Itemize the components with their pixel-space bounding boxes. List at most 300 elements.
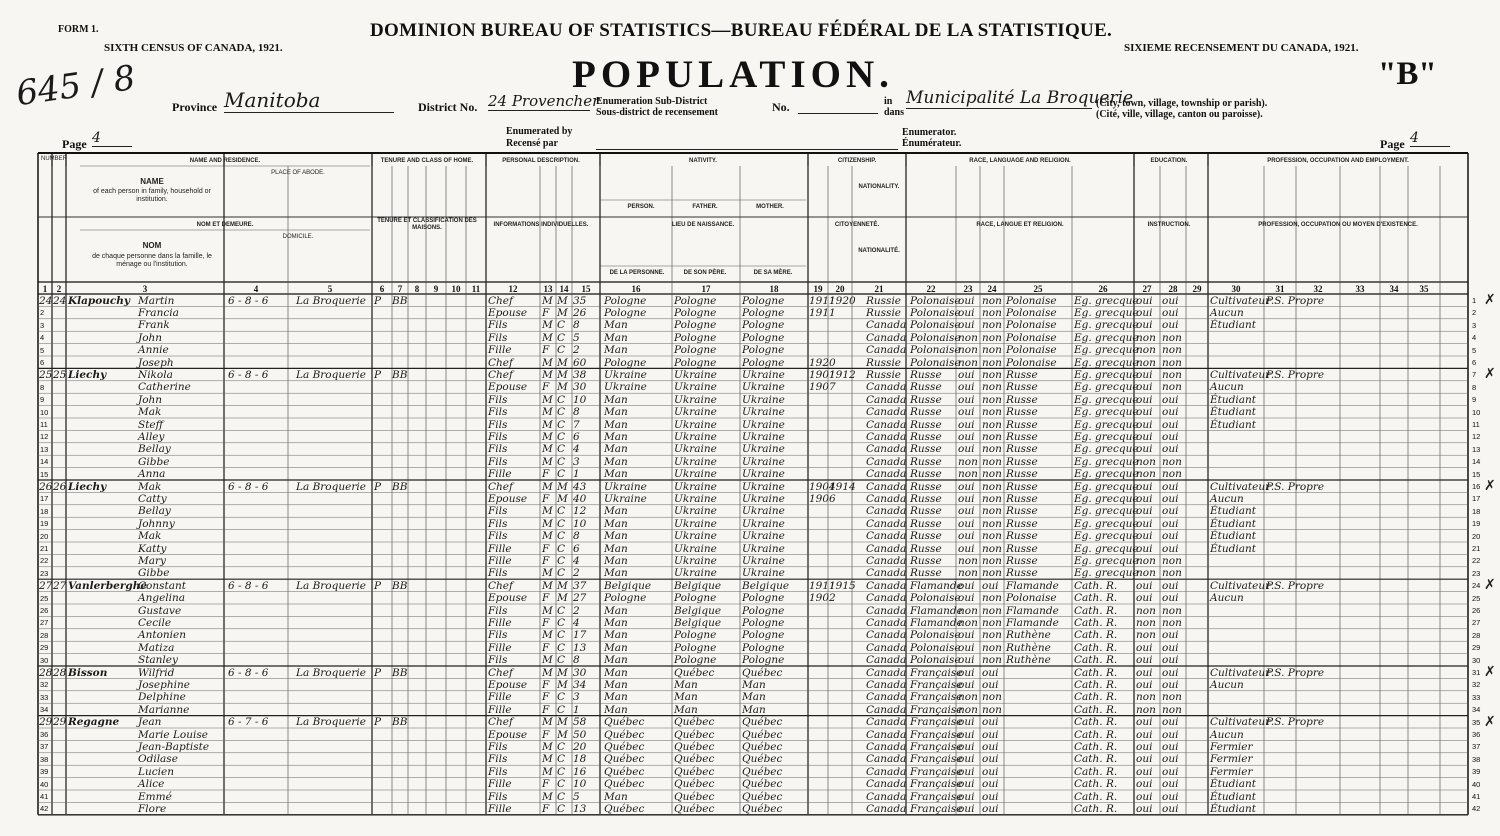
cell-rel: Fils xyxy=(488,604,508,617)
cell-eng: oui xyxy=(958,294,975,307)
line-number: 4 xyxy=(40,333,45,343)
province-label: Province xyxy=(172,100,218,114)
column-number: 27 xyxy=(1142,284,1152,294)
cell-rel: Fils xyxy=(488,418,508,431)
cell-natl: Canada xyxy=(866,554,907,567)
column-number: 13 xyxy=(543,284,553,294)
cell-nat: 1915 xyxy=(829,579,856,592)
cell-rel: Chef xyxy=(488,356,513,369)
cell-natl: Canada xyxy=(866,765,907,778)
cell-rel: Fils xyxy=(488,319,508,332)
cell-read: non xyxy=(1162,554,1182,567)
cell-sex: F xyxy=(542,802,550,815)
line-number-right: 36 xyxy=(1472,730,1481,739)
cell-cond: C xyxy=(557,319,566,332)
cell-fr: non xyxy=(982,294,1002,307)
cell-lang: Russe xyxy=(1006,530,1038,543)
cell-bpm: Québec xyxy=(742,790,783,803)
cell-read: oui xyxy=(1162,802,1179,815)
district-value: 24 Provencher xyxy=(488,92,600,110)
cell-name: Martin xyxy=(138,294,175,307)
cell-cond: M xyxy=(557,716,568,729)
cell-school: oui xyxy=(1136,765,1153,778)
cell-bp: Man xyxy=(604,331,628,344)
cell-name: Wilfrid xyxy=(138,666,175,679)
cell-bp: Man xyxy=(604,616,628,629)
cell-fr: non xyxy=(982,393,1002,406)
cell-rel: Fils xyxy=(488,530,508,543)
cell-rel: Fils xyxy=(488,517,508,530)
cell-t: P xyxy=(374,480,382,493)
hdr-nom-demeure: NOM ET DEMEURE. xyxy=(196,222,254,228)
cell-name: Alley xyxy=(138,430,165,443)
column-number: 14 xyxy=(559,284,569,294)
cell-lang: Polonaise xyxy=(1006,306,1057,319)
cell-age: 37 xyxy=(573,579,587,592)
line-number-right: 10 xyxy=(1472,407,1481,417)
line-number: 19 xyxy=(40,519,49,529)
cell-lang: Ruthène xyxy=(1006,641,1051,654)
column-number: 6 xyxy=(379,284,385,294)
cell-cond: C xyxy=(557,604,566,617)
cell-eng: oui xyxy=(958,381,975,394)
cell-fr: non xyxy=(982,654,1002,667)
subdistrict-label-en: Enumeration Sub-District xyxy=(596,96,708,107)
cell-race: Française xyxy=(910,790,963,803)
cell-rel: Fils xyxy=(488,406,508,419)
cell-bpf: Ukraine xyxy=(674,542,717,555)
cell-bp: Man xyxy=(604,654,628,667)
cell-fr: non xyxy=(982,629,1002,642)
cell-relig: Eg. grecque xyxy=(1074,492,1139,505)
hdr-nativity: NATIVITY. xyxy=(689,158,717,164)
cell-sex: M xyxy=(542,455,553,468)
cell-cond: C xyxy=(557,567,566,580)
cell-age: 16 xyxy=(573,765,587,778)
cell-race: Française xyxy=(910,753,963,766)
cell-natl: Canada xyxy=(866,790,907,803)
line-number-right: 8 xyxy=(1472,382,1477,392)
cell-school: oui xyxy=(1136,654,1153,667)
cell-race: Française xyxy=(910,728,963,741)
cell-sex: F xyxy=(542,592,550,605)
line-number: 18 xyxy=(40,506,49,516)
cell-read: non xyxy=(1162,703,1182,716)
column-number: 24 xyxy=(987,284,997,294)
cell-t: P xyxy=(374,294,382,307)
cell-rel: Fils xyxy=(488,505,508,518)
cell-relig: Eg. grecque xyxy=(1074,530,1139,543)
cell-bpf: Québec xyxy=(674,716,715,729)
cell-relig: Eg. grecque xyxy=(1074,542,1139,555)
cell-lot: 6 - 7 - 6 xyxy=(228,716,269,729)
cell-natl: Russie xyxy=(866,306,902,319)
cell-sex: F xyxy=(542,703,550,716)
hdr-instruction: INSTRUCTION. xyxy=(1147,222,1191,228)
cell-surname: Liechy xyxy=(68,480,107,493)
line-number-right: 6 xyxy=(1472,358,1477,367)
line-number: 3 xyxy=(40,320,45,330)
cell-fr: non xyxy=(982,406,1002,419)
line-number-right: 13 xyxy=(1472,444,1481,454)
cell-natl: Canada xyxy=(866,443,907,456)
cell-race: Française xyxy=(910,666,963,679)
cell-bpf: Pologne xyxy=(674,319,717,332)
cell-bpm: Québec xyxy=(742,802,783,815)
column-number: 8 xyxy=(414,284,420,294)
cell-fr: non xyxy=(982,691,1002,704)
cell-school: oui xyxy=(1136,542,1153,555)
column-number: 11 xyxy=(471,284,481,294)
cell-age: 35 xyxy=(573,294,587,307)
cell-natl: Canada xyxy=(866,542,907,555)
cell-age: 1 xyxy=(573,703,580,716)
cell-eng: oui xyxy=(958,517,975,530)
cell-school: oui xyxy=(1136,716,1153,729)
cell-bpf: Man xyxy=(674,678,698,691)
cell-bp: Man xyxy=(604,567,628,580)
cell-school: oui xyxy=(1136,381,1153,394)
cell-cond: M xyxy=(557,728,568,741)
cell-dw: 26 xyxy=(39,480,53,493)
cell-sex: F xyxy=(542,616,550,629)
cell-bpf: Pologne xyxy=(674,344,717,357)
hdr-lieu: LIEU DE NAISSANCE. xyxy=(671,222,735,228)
cell-sex: M xyxy=(542,294,553,307)
cell-fr: non xyxy=(982,567,1002,580)
cell-relig: Eg. grecque xyxy=(1074,455,1139,468)
cell-occ: Étudiant xyxy=(1210,542,1256,555)
cell-read: oui xyxy=(1162,319,1179,332)
line-number-right: 26 xyxy=(1472,606,1481,615)
cell-name: Josephine xyxy=(138,678,190,691)
cell-school: oui xyxy=(1136,740,1153,753)
cell-lang: Polonaise xyxy=(1006,294,1057,307)
cell-occ: Étudiant xyxy=(1210,505,1256,518)
line-number: 11 xyxy=(40,420,48,429)
cell-occ: Cultivateur xyxy=(1210,666,1271,679)
hdr-name-residence: NAME AND RESIDENCE. xyxy=(189,158,261,164)
cell-eng: oui xyxy=(958,406,975,419)
cell-rel: Fille xyxy=(488,468,512,481)
cell-natl: Canada xyxy=(866,344,907,357)
cell-bp: Man xyxy=(604,505,628,518)
line-number: 29 xyxy=(40,643,49,653)
column-number: 3 xyxy=(142,284,148,294)
cell-bp: Man xyxy=(604,790,628,803)
cell-school: oui xyxy=(1136,728,1153,741)
cell-cond: C xyxy=(557,629,566,642)
cell-emp: P.S. Propre xyxy=(1266,579,1325,592)
line-number: 25 xyxy=(40,593,49,603)
cell-bp: Man xyxy=(604,678,628,691)
cell-bp: Man xyxy=(604,443,628,456)
cell-occ: Aucun xyxy=(1210,728,1244,741)
cell-natl: Canada xyxy=(866,319,907,332)
cell-race: Russe xyxy=(910,505,942,518)
cell-race: Française xyxy=(910,716,963,729)
cell-bp: Man xyxy=(604,344,628,357)
cell-name: Marianne xyxy=(138,703,190,716)
cell-emp: P.S. Propre xyxy=(1266,480,1325,493)
cell-age: 5 xyxy=(573,790,580,803)
cell-age: 3 xyxy=(573,455,580,468)
cell-emp: P.S. Propre xyxy=(1266,716,1325,729)
cell-race: Française xyxy=(910,691,963,704)
cell-cond: M xyxy=(557,306,568,319)
cell-bpm: Pologne xyxy=(742,294,785,307)
cell-fr: oui xyxy=(982,740,999,753)
cell-fam: 24 xyxy=(53,294,67,307)
cell-fr: non xyxy=(982,443,1002,456)
column-number: 16 xyxy=(631,284,641,294)
cell-muni: La Broquerie xyxy=(296,579,366,592)
cell-age: 1 xyxy=(573,468,580,481)
cell-natl: Canada xyxy=(866,517,907,530)
cell-natl: Russie xyxy=(866,294,902,307)
cell-nat: 1912 xyxy=(829,368,856,381)
cell-natl: Canada xyxy=(866,331,907,344)
cell-relig: Eg. grecque xyxy=(1074,517,1139,530)
line-number: 40 xyxy=(40,779,49,789)
column-number: 12 xyxy=(508,284,518,294)
check-mark-icon: ✗ xyxy=(1484,478,1496,494)
hdr-number: NUMBER xyxy=(40,156,67,162)
line-number: 30 xyxy=(40,655,49,665)
cell-cond: C xyxy=(557,802,566,815)
cell-race: Russe xyxy=(910,381,942,394)
cell-lang: Polonaise xyxy=(1006,331,1057,344)
hdr-mother: MOTHER. xyxy=(756,204,784,210)
page-label: Page xyxy=(62,137,87,151)
cell-rel: Fille xyxy=(488,691,512,704)
line-number-right: 30 xyxy=(1472,655,1481,665)
cell-race: Flamande xyxy=(910,579,963,592)
cell-bpf: Ukraine xyxy=(674,418,717,431)
cell-eng: oui xyxy=(958,542,975,555)
cell-rel: Chef xyxy=(488,716,513,729)
cell-fr: non xyxy=(982,381,1002,394)
cell-bpf: Ukraine xyxy=(674,492,717,505)
cell-bpm: Pologne xyxy=(742,331,785,344)
cell-sex: M xyxy=(542,666,553,679)
cell-race: Russe xyxy=(910,368,942,381)
cell-cond: C xyxy=(557,641,566,654)
cell-bpf: Ukraine xyxy=(674,530,717,543)
form-number: FORM 1. xyxy=(58,24,99,35)
cell-lang: Russe xyxy=(1006,554,1038,567)
hdr-personal-fr: INFORMATIONS INDIVIDUELLES. xyxy=(493,222,589,228)
cell-sex: M xyxy=(542,579,553,592)
cell-lang: Ruthène xyxy=(1006,629,1051,642)
cell-bpm: Ukraine xyxy=(742,567,785,580)
cell-muni: La Broquerie xyxy=(296,480,366,493)
cell-school: oui xyxy=(1136,505,1153,518)
column-number: 5 xyxy=(327,284,333,294)
cell-lang: Polonaise xyxy=(1006,356,1057,369)
cell-cond: C xyxy=(557,753,566,766)
cell-school: oui xyxy=(1136,430,1153,443)
dans-label: dans xyxy=(884,107,905,118)
in-label: in xyxy=(884,96,893,107)
cell-age: 4 xyxy=(573,554,580,567)
cell-bp: Man xyxy=(604,641,628,654)
cell-name: Catherine xyxy=(138,381,191,394)
cell-bpf: Pologne xyxy=(674,641,717,654)
cell-bpm: Ukraine xyxy=(742,381,785,394)
cell-cond: C xyxy=(557,530,566,543)
cell-bpf: Ukraine xyxy=(674,368,717,381)
cell-cond: M xyxy=(557,356,568,369)
cell-emp: P.S. Propre xyxy=(1266,666,1325,679)
line-number: 17 xyxy=(40,494,49,504)
cell-natl: Canada xyxy=(866,753,907,766)
cell-rel: Epouse xyxy=(488,728,528,741)
cell-bpf: Québec xyxy=(674,753,715,766)
cell-fr: non xyxy=(982,480,1002,493)
cell-age: 38 xyxy=(573,368,587,381)
cell-read: oui xyxy=(1162,393,1179,406)
cell-school: oui xyxy=(1136,319,1153,332)
line-number-right: 29 xyxy=(1472,643,1481,653)
cell-bpf: Québec xyxy=(674,765,715,778)
cell-age: 10 xyxy=(573,393,587,406)
cell-age: 6 xyxy=(573,542,580,555)
cell-sex: F xyxy=(542,691,550,704)
cell-bp: Man xyxy=(604,406,628,419)
page-right-label: Page xyxy=(1380,137,1405,151)
cell-sex: M xyxy=(542,753,553,766)
cell-eng: oui xyxy=(958,505,975,518)
cell-relig: Cath. R. xyxy=(1074,666,1118,679)
cell-race: Russe xyxy=(910,468,942,481)
cell-race: Polonaise xyxy=(910,356,961,369)
cell-relig: Eg. grecque xyxy=(1074,406,1139,419)
cell-bp: Man xyxy=(604,629,628,642)
cell-sex: F xyxy=(542,381,550,394)
cell-school: oui xyxy=(1136,753,1153,766)
cell-age: 10 xyxy=(573,517,587,530)
column-number: 10 xyxy=(451,284,461,294)
cell-bpf: Belgique xyxy=(674,616,722,629)
cell-name: Bellay xyxy=(138,505,171,518)
cell-bp: Man xyxy=(604,604,628,617)
cell-relig: Cath. R. xyxy=(1074,592,1118,605)
cell-rel: Epouse xyxy=(488,678,528,691)
cell-relig: Eg. grecque xyxy=(1074,443,1139,456)
cell-relig: Cath. R. xyxy=(1074,790,1118,803)
cell-dw: 24 xyxy=(39,294,53,307)
cell-name: Antonien xyxy=(138,629,186,642)
hdr-father: FATHER. xyxy=(692,204,718,210)
cell-natl: Canada xyxy=(866,468,907,481)
cell-fam: 26 xyxy=(53,480,67,493)
cell-eng: oui xyxy=(958,492,975,505)
cell-bp: Québec xyxy=(604,765,645,778)
cell-eng: oui xyxy=(958,368,975,381)
cell-school: non xyxy=(1136,455,1156,468)
cell-school: oui xyxy=(1136,306,1153,319)
cell-bpf: Pologne xyxy=(674,356,717,369)
cell-fr: non xyxy=(982,344,1002,357)
column-number: 22 xyxy=(926,284,936,294)
cell-bpm: Pologne xyxy=(742,319,785,332)
cell-cond: C xyxy=(557,443,566,456)
no-label: No. xyxy=(772,100,790,114)
line-number: 20 xyxy=(40,531,49,541)
cell-sex: M xyxy=(542,480,553,493)
column-number: 35 xyxy=(1419,284,1429,294)
cell-natl: Canada xyxy=(866,381,907,394)
cell-age: 5 xyxy=(573,331,580,344)
cell-rel: Fils xyxy=(488,654,508,667)
cell-school: non xyxy=(1136,604,1156,617)
cell-sex: M xyxy=(542,740,553,753)
cell-read: non xyxy=(1162,381,1182,394)
cell-name: Jean xyxy=(138,716,162,729)
page-value: 4 xyxy=(92,130,132,147)
cell-bpm: Ukraine xyxy=(742,406,785,419)
cell-rel: Fille xyxy=(488,344,512,357)
cell-bpm: Pologne xyxy=(742,616,785,629)
line-number: 42 xyxy=(40,804,49,814)
cell-relig: Cath. R. xyxy=(1074,802,1118,815)
cell-read: non xyxy=(1162,616,1182,629)
cell-bpf: Pologne xyxy=(674,592,717,605)
cell-imm: 1902 xyxy=(809,592,836,605)
cell-bp: Pologne xyxy=(604,294,647,307)
cell-natl: Canada xyxy=(866,666,907,679)
cell-read: oui xyxy=(1162,666,1179,679)
line-number-right: 23 xyxy=(1472,568,1481,578)
cell-race: Flamande xyxy=(910,616,963,629)
cell-sex: F xyxy=(542,554,550,567)
cell-bpm: Ukraine xyxy=(742,505,785,518)
cell-cond: C xyxy=(557,393,566,406)
cell-race: Polonaise xyxy=(910,331,961,344)
cell-bpm: Pologne xyxy=(742,592,785,605)
cell-bpf: Québec xyxy=(674,740,715,753)
hdr-mere: DE SA MÈRE. xyxy=(753,270,793,276)
cell-name: Marie Louise xyxy=(138,728,208,741)
cell-race: Polonaise xyxy=(910,319,961,332)
cell-fam: 25 xyxy=(53,368,67,381)
cell-age: 7 xyxy=(573,418,580,431)
cell-lang: Polonaise xyxy=(1006,592,1057,605)
cell-school: non xyxy=(1136,331,1156,344)
hdr-pere: DE SON PÈRE. xyxy=(683,270,727,276)
cell-lang: Russe xyxy=(1006,492,1038,505)
cell-name: Catty xyxy=(138,492,167,505)
cell-school: oui xyxy=(1136,294,1153,307)
cell-race: Française xyxy=(910,703,963,716)
census-title-en: SIXTH CENSUS OF CANADA, 1921. xyxy=(104,42,283,54)
line-number-right: 5 xyxy=(1472,345,1477,355)
line-number: 34 xyxy=(40,705,49,715)
column-number: 2 xyxy=(56,284,62,294)
cell-natl: Russie xyxy=(866,356,902,369)
cell-race: Russe xyxy=(910,443,942,456)
cell-bp: Pologne xyxy=(604,356,647,369)
cell-relig: Cath. R. xyxy=(1074,616,1118,629)
line-number-right: 33 xyxy=(1472,692,1481,702)
cell-natl: Canada xyxy=(866,678,907,691)
cell-bp: Québec xyxy=(604,778,645,791)
cell-sex: M xyxy=(542,530,553,543)
hdr-place-of-abode: PLACE OF ABODE. xyxy=(271,170,325,176)
column-number: 23 xyxy=(963,284,973,294)
cell-read: oui xyxy=(1162,778,1179,791)
